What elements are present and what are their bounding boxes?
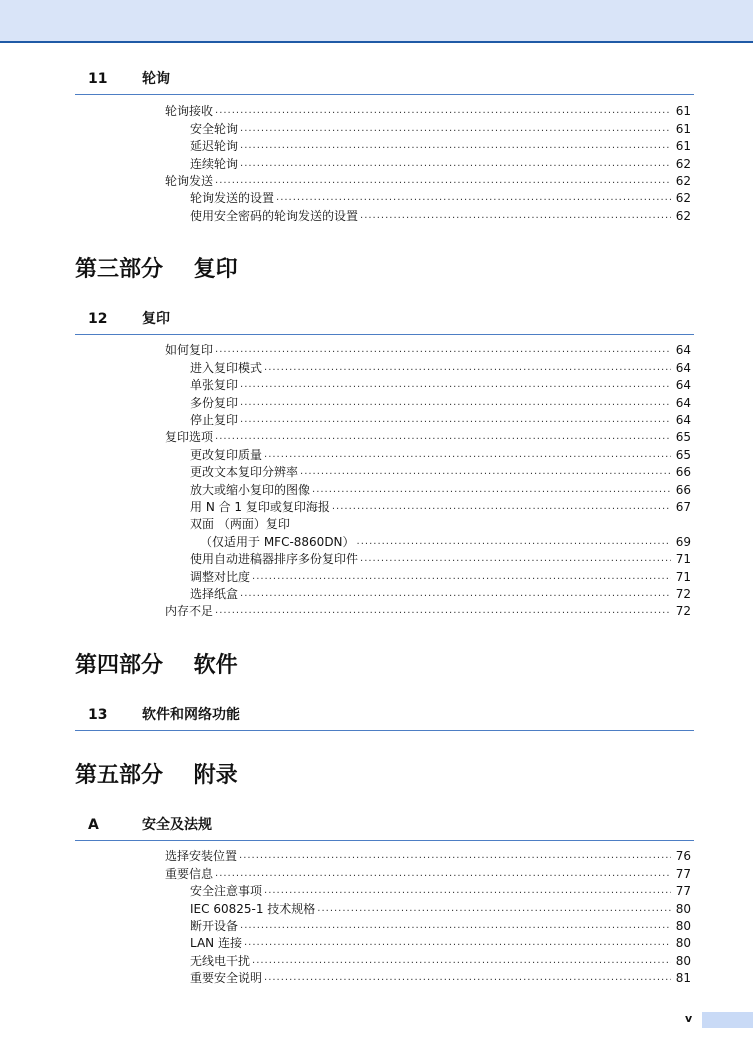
dot-leader xyxy=(357,535,671,548)
toc-entry-page: 62 xyxy=(675,173,691,188)
toc-entry-label: 选择纸盒 xyxy=(190,586,239,601)
dot-leader xyxy=(240,587,671,600)
toc-entry[interactable] xyxy=(190,934,691,951)
toc-entry-page: 61 xyxy=(675,104,691,119)
toc-entry[interactable] xyxy=(190,393,691,410)
toc-entry[interactable] xyxy=(200,532,691,549)
toc-entry[interactable] xyxy=(165,847,691,864)
toc-entry-label: 放大或缩小复印的图像 xyxy=(190,482,311,497)
toc-entry[interactable] xyxy=(190,137,691,154)
chapter-heading xyxy=(75,706,694,731)
toc-entry[interactable] xyxy=(190,189,691,206)
toc-entry-page: 71 xyxy=(675,552,691,567)
toc-entry-page: 72 xyxy=(675,604,691,619)
toc-entry[interactable] xyxy=(190,463,691,480)
part-heading: 第三部分 复印 xyxy=(75,257,238,282)
toc-entry[interactable] xyxy=(190,899,691,916)
dot-leader xyxy=(300,465,671,478)
toc-entry-page: 61 xyxy=(675,121,691,136)
toc-entry-page: 61 xyxy=(675,139,691,154)
dot-leader xyxy=(244,936,671,949)
toc-entry-page: 77 xyxy=(675,884,691,899)
toc-entry[interactable] xyxy=(190,969,691,986)
toc-entry[interactable] xyxy=(190,585,691,602)
dot-leader xyxy=(240,413,671,426)
dot-leader xyxy=(317,902,671,915)
toc-entry[interactable] xyxy=(190,119,691,136)
toc-entry-page: 66 xyxy=(675,465,691,480)
toc-entry-label: 进入复印模式 xyxy=(190,360,263,375)
dot-leader xyxy=(239,849,671,862)
toc-entry-page: 66 xyxy=(675,482,691,497)
toc-entry[interactable] xyxy=(190,567,691,584)
toc-entry-label: 停止复印 xyxy=(190,412,239,427)
toc-entry-label: 安全轮询 xyxy=(190,121,239,136)
toc-entry-label: （仅适用于 MFC-8860DN） xyxy=(200,534,355,549)
dot-leader xyxy=(264,448,671,461)
dot-leader xyxy=(264,884,671,897)
toc-entry[interactable] xyxy=(190,882,691,899)
toc-entry[interactable] xyxy=(165,864,691,881)
toc-entry-label: 安全注意事项 xyxy=(190,884,263,899)
toc-entry-label: 多份复印 xyxy=(190,395,239,410)
toc-entry-page: 77 xyxy=(675,866,691,881)
toc-entry[interactable] xyxy=(165,102,691,119)
toc-entry[interactable] xyxy=(190,154,691,171)
chapter-heading xyxy=(75,310,694,335)
toc-entry-label: 双面 （两面）复印 xyxy=(190,517,290,532)
toc-entry-label: LAN 连接 xyxy=(190,936,242,951)
toc-entry[interactable] xyxy=(190,206,691,223)
toc-entry-label: 轮询发送的设置 xyxy=(190,191,275,206)
dot-leader xyxy=(264,971,671,984)
toc-entry-page: 80 xyxy=(675,953,691,968)
toc-entry-label: 使用安全密码的轮询发送的设置 xyxy=(190,208,359,223)
toc-entry-page: 62 xyxy=(675,156,691,171)
chapter-number: A xyxy=(88,817,99,833)
toc-entry-label: 更改文本复印分辨率 xyxy=(190,465,299,480)
toc-entry-label: 无线电干扰 xyxy=(190,953,251,968)
page-number: v xyxy=(685,1012,693,1025)
toc-entry[interactable] xyxy=(165,602,691,619)
toc-entry-page: 65 xyxy=(675,447,691,462)
toc-entry[interactable] xyxy=(190,917,691,934)
toc-entry-label: 如何复印 xyxy=(165,343,214,358)
toc-entry-page: 67 xyxy=(675,499,691,514)
toc-entry-label: 重要信息 xyxy=(165,866,214,881)
toc-entry[interactable] xyxy=(190,411,691,428)
toc-entry-label: 轮询发送 xyxy=(165,173,214,188)
dot-leader xyxy=(360,552,671,565)
toc-entry-page: 72 xyxy=(675,586,691,601)
dot-leader xyxy=(215,430,671,443)
toc-entry[interactable] xyxy=(190,358,691,375)
dot-leader xyxy=(240,139,671,152)
dot-leader xyxy=(360,209,671,222)
toc-entry-label: 更改复印质量 xyxy=(190,447,263,462)
toc-entry[interactable] xyxy=(190,376,691,393)
dot-leader xyxy=(240,396,671,409)
toc-entry-page: 64 xyxy=(675,378,691,393)
toc-entry-page: 62 xyxy=(675,191,691,206)
dot-leader xyxy=(240,378,671,391)
chapter-heading xyxy=(75,816,694,841)
dot-leader xyxy=(240,157,671,170)
toc-entry-page: 65 xyxy=(675,430,691,445)
toc-entry-page: 81 xyxy=(675,971,691,986)
chapter-title: 轮询 xyxy=(142,71,170,87)
dot-leader xyxy=(215,343,671,356)
toc-entry-page: 80 xyxy=(675,918,691,933)
toc-entry-page: 64 xyxy=(675,395,691,410)
toc-entry-page: 62 xyxy=(675,208,691,223)
dot-leader xyxy=(215,867,671,880)
dot-leader xyxy=(215,604,671,617)
toc-entry-page: 64 xyxy=(675,343,691,358)
toc-entry-page: 69 xyxy=(675,534,691,549)
toc-entry-label: 轮询接收 xyxy=(165,104,214,119)
part-heading: 第四部分 软件 xyxy=(75,653,238,678)
toc-entry[interactable] xyxy=(165,172,691,189)
dot-leader xyxy=(252,954,671,967)
toc-entry[interactable] xyxy=(190,951,691,968)
dot-leader xyxy=(264,361,671,374)
header-band xyxy=(0,0,753,43)
toc-entry-label: 调整对比度 xyxy=(190,569,251,584)
toc-entry-label: 单张复印 xyxy=(190,378,239,393)
toc-entry-label: 重要安全说明 xyxy=(190,971,263,986)
toc-entry[interactable] xyxy=(190,445,691,462)
toc-entry[interactable] xyxy=(165,428,691,445)
toc-entry-label: 内存不足 xyxy=(165,604,214,619)
chapter-number: 13 xyxy=(88,707,108,723)
dot-leader xyxy=(312,483,671,496)
toc-entry-label: 复印选项 xyxy=(165,430,214,445)
toc-entry[interactable] xyxy=(190,550,691,567)
toc-entry-page: 76 xyxy=(675,849,691,864)
toc-entry-page: 64 xyxy=(675,412,691,427)
toc-entry-label: 选择安装位置 xyxy=(165,849,238,864)
toc-entry[interactable] xyxy=(190,515,691,532)
toc-entry-label: 延迟轮询 xyxy=(190,139,239,154)
dot-leader xyxy=(240,919,671,932)
chapter-heading xyxy=(75,70,694,95)
chapter-title: 软件和网络功能 xyxy=(142,707,240,723)
dot-leader xyxy=(215,174,671,187)
toc-entry[interactable] xyxy=(190,480,691,497)
toc-entry-label: IEC 60825-1 技术规格 xyxy=(190,901,316,916)
chapter-number: 12 xyxy=(88,311,108,327)
toc-entry-label: 连续轮询 xyxy=(190,156,239,171)
toc-entry[interactable] xyxy=(165,341,691,358)
dot-leader xyxy=(252,570,671,583)
toc-entry-label: 断开设备 xyxy=(190,918,239,933)
dot-leader xyxy=(215,104,671,117)
dot-leader xyxy=(240,122,671,135)
chapter-title: 复印 xyxy=(142,311,170,327)
toc-entry-page: 80 xyxy=(675,936,691,951)
part-heading: 第五部分 附录 xyxy=(75,763,238,788)
toc-entry[interactable] xyxy=(190,498,691,515)
toc-entry-label: 用 N 合 1 复印或复印海报 xyxy=(190,499,330,514)
toc-entry-page: 71 xyxy=(675,569,691,584)
footer-band xyxy=(702,1012,753,1028)
dot-leader xyxy=(332,500,671,513)
chapter-number: 11 xyxy=(88,71,108,87)
dot-leader xyxy=(276,191,671,204)
toc-entry-label: 使用自动进稿器排序多份复印件 xyxy=(190,552,359,567)
toc-entry-page: 64 xyxy=(675,360,691,375)
chapter-title: 安全及法规 xyxy=(142,817,212,833)
toc-entry-page: 80 xyxy=(675,901,691,916)
